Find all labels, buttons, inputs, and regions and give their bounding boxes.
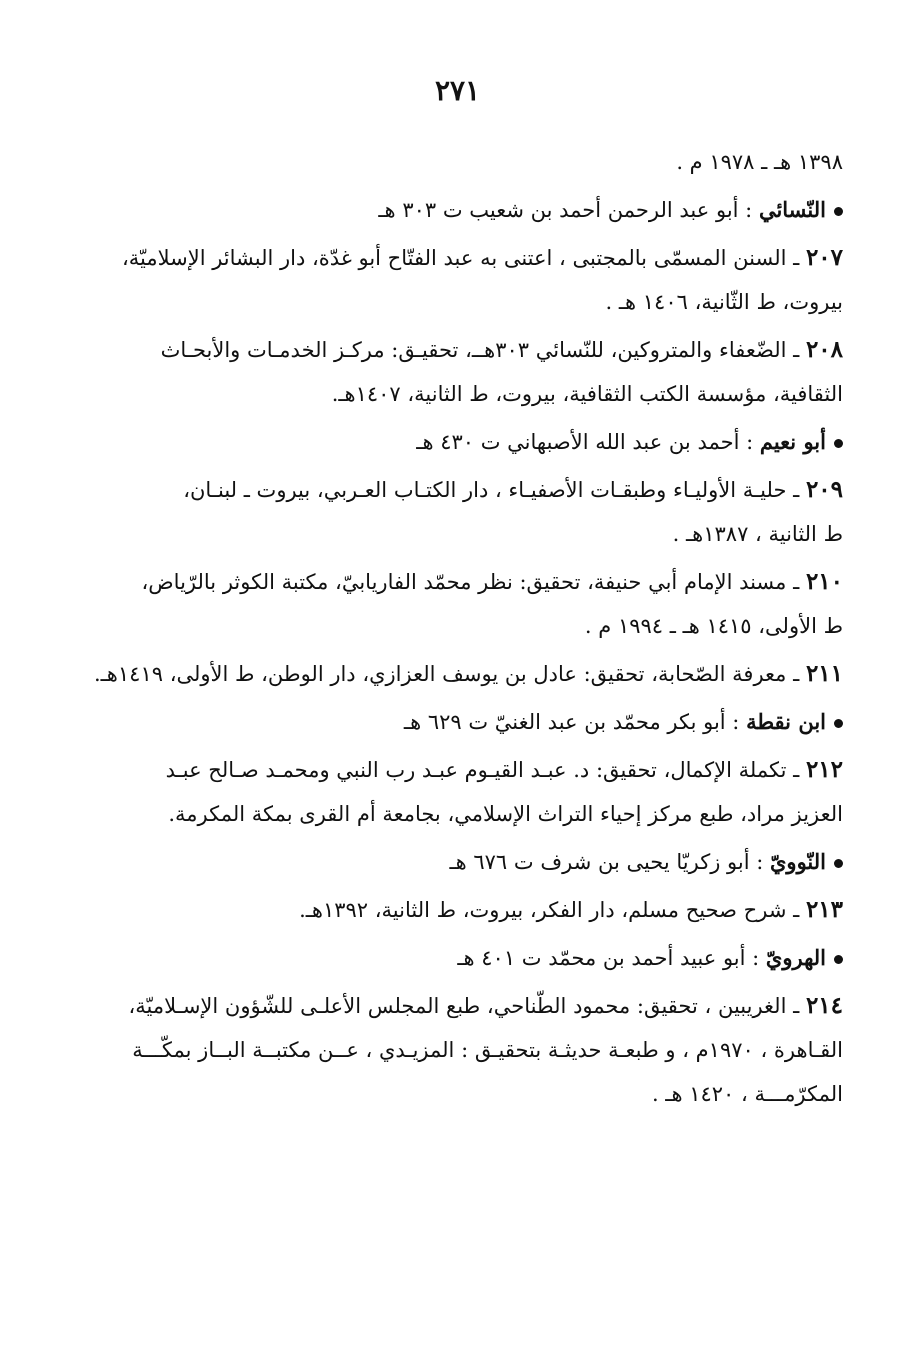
- entry-text: ط الأولى، ١٤١٥ هـ ـ ١٩٩٤ م .: [584, 614, 843, 638]
- continuation-line: ١٣٩٨ هـ ـ ١٩٧٨ م .: [676, 150, 843, 174]
- author-name: أبو نعيم: [759, 429, 826, 454]
- entry-text: بيروت، ط الثّانية، ١٤٠٦ هـ .: [605, 290, 843, 314]
- bibliography-entry: [68, 652, 843, 696]
- bibliography-entry: [68, 560, 843, 648]
- bibliography-entry: [68, 888, 843, 932]
- bibliography-entry: [68, 748, 843, 836]
- entry-number: ٢١٣: [805, 896, 843, 923]
- author-heading: [68, 700, 843, 744]
- entry-text: الثقافية، مؤسسة الكتب الثقافية، بيروت، ط الثانية، ١٤٠٧هـ.: [331, 382, 843, 406]
- entry-text: ـ الضّعفاء والمتروكين، للنّسائي ٣٠٣هــ، تحقيـق: مركـز الخدمـات والأبحـاث: [160, 338, 800, 362]
- author-name: ابن نقطة: [746, 709, 826, 734]
- author-heading: [68, 936, 843, 980]
- entry-number: ٢١٤: [805, 992, 843, 1019]
- author-name: النّسائي: [758, 197, 826, 222]
- bibliography-content: [68, 140, 843, 1120]
- entry-text: المكرّمـــة ، ١٤٢٠ هـ .: [651, 1082, 843, 1106]
- author-details: : أبو عبد الرحمن أحمد بن شعيب ت ٣٠٣ هـ: [378, 198, 753, 222]
- entry-number: ٢١٢: [805, 756, 843, 783]
- entry-text: ـ معرفة الصّحابة، تحقيق: عادل بن يوسف العزازي، دار الوطن، ط الأولى، ١٤١٩هـ.: [93, 662, 800, 686]
- author-details: : أبو بكر محمّد بن عبد الغنيّ ت ٦٢٩ هـ: [403, 710, 740, 734]
- entry-text: ـ حليـة الأوليـاء وطبقـات الأصفيـاء ، دار الكتـاب العـربي، بيروت ـ لبنـان،: [183, 478, 800, 502]
- bibliography-entry: [68, 984, 843, 1116]
- entry-number: ٢١٠: [805, 568, 843, 595]
- author-heading: [68, 420, 843, 464]
- author-details: : أحمد بن عبد الله الأصبهاني ت ٤٣٠ هـ: [416, 430, 754, 454]
- entry-text: القـاهرة ، ١٩٧٠م ، و طبعـة حديثـة بتحقيـق : المزيـدي ، عــن مكتبــة البــاز بمكّـــة: [132, 1038, 843, 1062]
- bullet-icon: [834, 439, 843, 448]
- entry-number: ٢١١: [805, 660, 843, 687]
- bibliography-entry: [68, 328, 843, 416]
- entry-text: ـ الغريبين ، تحقيق: محمود الطّناحي، طبع المجلس الأعلـى للشّؤون الإسـلاميّة،: [128, 994, 800, 1018]
- bullet-icon: [834, 859, 843, 868]
- author-name: النّوويّ: [770, 849, 826, 874]
- bullet-icon: [834, 207, 843, 216]
- entry-number: ٢٠٩: [805, 476, 843, 503]
- author-name: الهرويّ: [765, 945, 826, 970]
- entry-number: ٢٠٨: [805, 336, 843, 363]
- bullet-icon: [834, 955, 843, 964]
- entry-text: ـ مسند الإمام أبي حنيفة، تحقيق: نظر محمّد الفاريابيّ، مكتبة الكوثر بالرّياض،: [141, 570, 800, 594]
- page-number: ٢٧١: [434, 74, 481, 107]
- bibliography-entry: [68, 236, 843, 324]
- bibliography-entry: [68, 468, 843, 556]
- entry-text: ط الثانية ، ١٣٨٧هـ .: [672, 522, 843, 546]
- entry-text: ـ تكملة الإكمال، تحقيق: د. عبـد القيـوم عبـد رب النبي ومحمـد صـالح عبـد: [165, 758, 800, 782]
- entry-text: ـ السنن المسمّى بالمجتبى ، اعتنى به عبد الفتّاح أبو غدّة، دار البشائر الإسلاميّة،: [121, 246, 800, 270]
- author-heading: [68, 840, 843, 884]
- author-details: : أبو زكريّا يحيى بن شرف ت ٦٧٦ هـ: [449, 850, 764, 874]
- entry-number: ٢٠٧: [805, 244, 843, 271]
- bullet-icon: [834, 719, 843, 728]
- entry-text: ـ شرح صحيح مسلم، دار الفكر، بيروت، ط الثانية، ١٣٩٢هـ.: [299, 898, 800, 922]
- author-heading: [68, 188, 843, 232]
- entry-text: العزيز مراد، طبع مركز إحياء التراث الإسلامي، بجامعة أم القرى بمكة المكرمة.: [168, 802, 843, 826]
- author-details: : أبو عبيد أحمد بن محمّد ت ٤٠١ هـ: [457, 946, 760, 970]
